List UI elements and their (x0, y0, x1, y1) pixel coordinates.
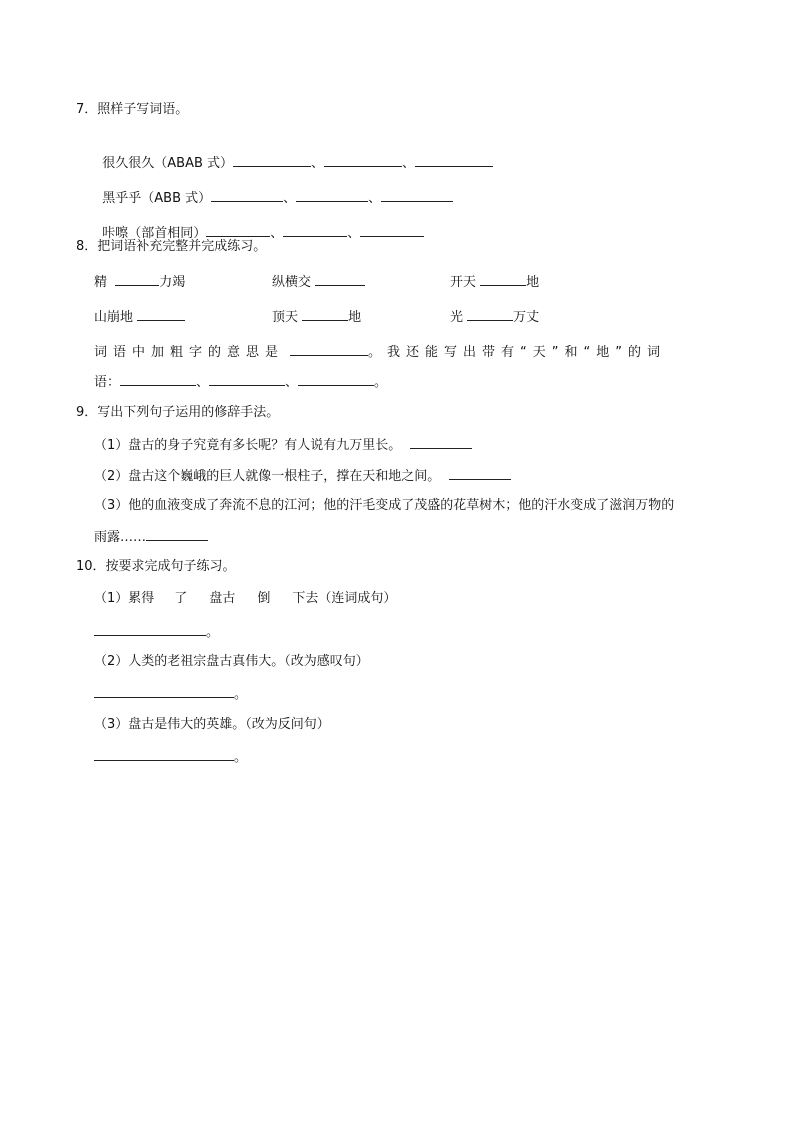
question-7-line-1 (94, 135, 493, 173)
answer-blank[interactable] (283, 223, 347, 237)
question-7-title: 7．照样子写词语。 (76, 102, 189, 117)
answer-blank[interactable] (94, 622, 206, 636)
q10-answer-3: 。 (94, 747, 247, 767)
answer-blank[interactable] (209, 372, 285, 386)
q10-answer-2: 。 (94, 684, 247, 704)
q7-line3-label: 咔嚓（部首相同） (102, 226, 207, 241)
answer-blank[interactable] (480, 272, 526, 286)
answer-blank[interactable] (120, 372, 196, 386)
q9-sentence-3b: 雨露…… (94, 527, 208, 547)
separator: 、 (311, 156, 325, 171)
answer-blank[interactable] (137, 307, 185, 321)
answer-blank[interactable] (296, 188, 368, 202)
q8-words-line: 语： 、 、 。 (94, 372, 387, 392)
question-9-title: 9．写出下列句子运用的修辞手法。 (76, 405, 280, 420)
answer-blank[interactable] (324, 153, 402, 167)
q7-line2-label: 黑乎乎（ABB 式） (102, 191, 212, 206)
answer-blank[interactable] (410, 435, 472, 449)
answer-blank[interactable] (146, 527, 208, 541)
answer-blank[interactable] (290, 342, 368, 356)
q8-word-1: 精 力竭 (94, 272, 185, 292)
separator: 、 (368, 191, 382, 206)
answer-blank[interactable] (381, 188, 453, 202)
q8-word-6: 光 万丈 (450, 307, 539, 327)
q10-sentence-1: （1）累得 了 盘古 倒 下去（连词成句） (94, 591, 397, 606)
answer-blank[interactable] (302, 307, 348, 321)
answer-blank[interactable] (449, 466, 511, 480)
q10-sentence-2: （2）人类的老祖宗盘古真伟大。（改为感叹句） (94, 654, 369, 669)
q8-meaning-line: 词语中加粗字的意思是 。我还能写出带有“天”和“地”的词 (94, 342, 666, 362)
separator: 、 (283, 191, 297, 206)
q7-line1-label: 很久很久（ABAB 式） (102, 156, 234, 171)
question-7-line-2 (94, 170, 453, 208)
separator: 、 (402, 156, 416, 171)
answer-blank[interactable] (415, 153, 493, 167)
q8-word-4: 山崩地 (94, 307, 185, 327)
answer-blank[interactable] (360, 223, 424, 237)
question-10-title: 10．按要求完成句子练习。 (76, 559, 236, 574)
q8-word-2: 纵横交 (272, 272, 365, 292)
q9-sentence-1: （1）盘古的身子究竟有多长呢？有人说有九万里长。 (94, 435, 472, 455)
q10-answer-1: 。 (94, 622, 219, 642)
separator: 、 (270, 226, 284, 241)
answer-blank[interactable] (115, 272, 159, 286)
question-8-title: 8．把词语补充完整并完成练习。 (76, 239, 267, 254)
answer-blank[interactable] (94, 684, 234, 698)
answer-blank[interactable] (298, 372, 374, 386)
q8-word-5: 顶天 地 (272, 307, 361, 327)
answer-blank[interactable] (315, 272, 365, 286)
q8-word-3: 开天 地 (450, 272, 539, 292)
answer-blank[interactable] (233, 153, 311, 167)
q9-sentence-3a: （3）他的血液变成了奔流不息的江河；他的汗毛变成了茂盛的花草树木；他的汗水变成了滋润万物的 (94, 498, 675, 513)
answer-blank[interactable] (211, 188, 283, 202)
answer-blank[interactable] (94, 747, 234, 761)
q10-sentence-3: （3）盘古是伟大的英雄。（改为反问句） (94, 717, 330, 732)
separator: 、 (347, 226, 361, 241)
answer-blank[interactable] (206, 223, 270, 237)
answer-blank[interactable] (467, 307, 513, 321)
q9-sentence-2: （2）盘古这个巍峨的巨人就像一根柱子，撑在天和地之间。 (94, 466, 511, 486)
